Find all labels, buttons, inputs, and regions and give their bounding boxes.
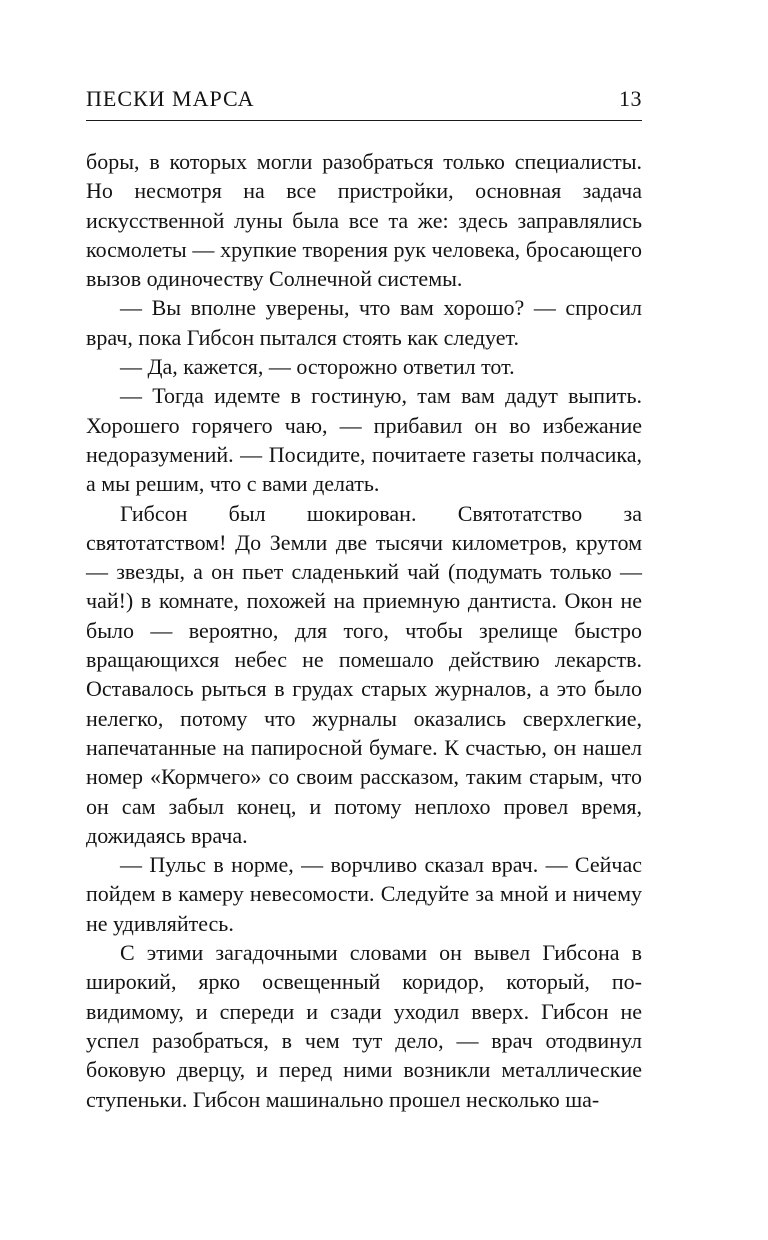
- paragraph: Гибсон был шокирован. Святотатство за святотатством! До Земли две тысячи километров, крутом — звезды, а он пьет сладенький чай (подумать только — чай!) в комнате, похожей на приемную дантиста. Окон не было — вероятно, для того, чтобы зрелище быстро вращающихся небес не помешало действию лекарств. Оставалось рыться в грудах старых журналов, а это было нелегко, потому что журналы оказались сверхлегкие, напечатанные на папиросной бумаге. К счастью, он нашел номер «Кормчего» со своим рассказом, таким старым, что он сам забыл конец, и потому неплохо провел время, дожидаясь врача.: [86, 500, 642, 848]
- paragraph: С этими загадочными словами он вывел Гибсона в широкий, ярко освещенный коридор, который, по-видимому, и спереди и сзади уходил вверх. Гибсон не успел разобраться, в чем тут дело, — врач отодвинул боковую дверцу, и перед ними возникли металлические ступеньки. Гибсон машинально прошел несколько ша-: [86, 940, 642, 1112]
- paragraph: — Вы вполне уверены, что вам хорошо? — спросил врач, пока Гибсон пытался стоять как следует.: [86, 295, 642, 350]
- paragraph: боры, в которых могли разобраться только специалисты. Но несмотря на все пристройки, основная задача искусственной луны была все та же: здесь заправлялись космолеты — хрупкие творения рук человека, бросающего вызов одиночеству Солнечной системы.: [86, 149, 642, 292]
- book-page: [86, 86, 642, 1114]
- paragraph: — Пульс в норме, — ворчливо сказал врач. — Сейчас пойдем в камеру невесомости. Следуйте за мной и ничему не удивляйтесь.: [86, 852, 642, 936]
- running-header: [86, 86, 642, 121]
- body-text: [86, 147, 642, 1114]
- paragraph: — Да, кажется, — осторожно ответил тот.: [120, 354, 515, 380]
- paragraph: — Тогда идемте в гостиную, там вам дадут выпить. Хорошего горячего чаю, — прибавил он во избежание недоразумений. — Посидите, почитаете газеты полчасика, а мы решим, что с вами делать.: [86, 383, 642, 497]
- running-title: ПЕСКИ МАРСА: [86, 86, 255, 111]
- page-number: 13: [619, 86, 642, 111]
